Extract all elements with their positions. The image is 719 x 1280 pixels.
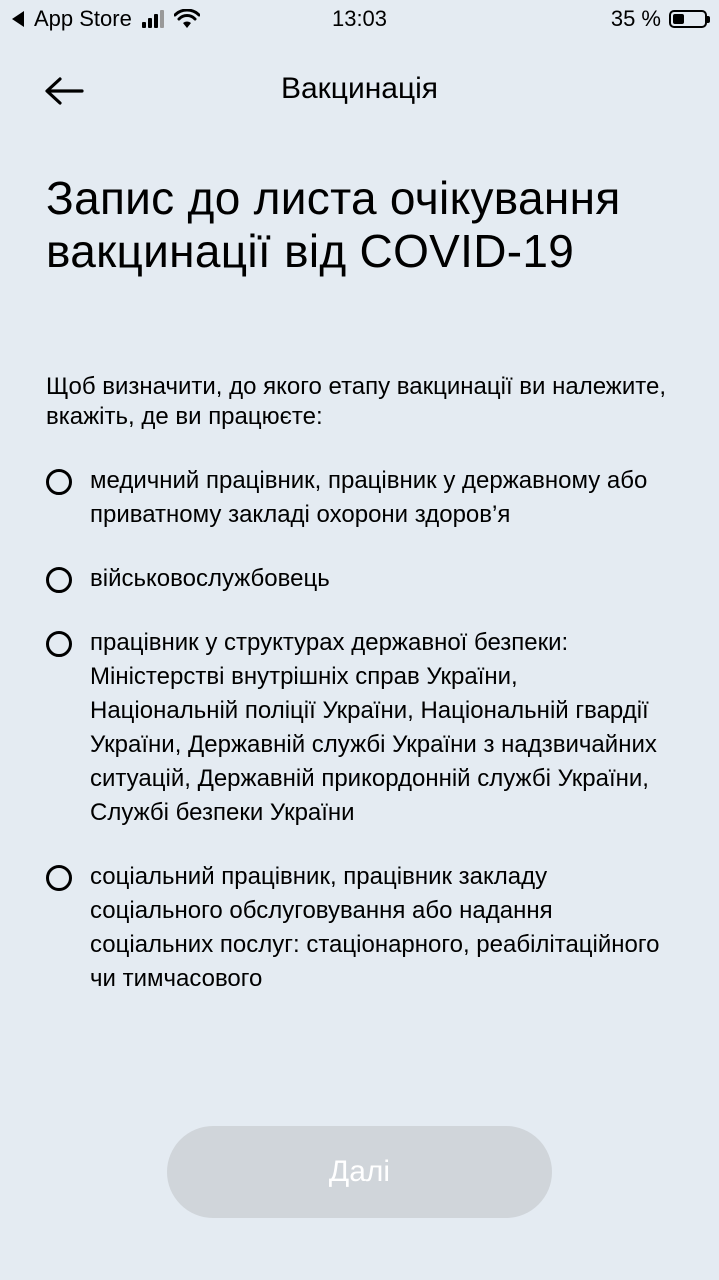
radio-circle-icon[interactable] <box>46 469 72 495</box>
intro-text: Щоб визначити, до якого етапу вакцинації ви належите, вкажіть, де ви працюєте: <box>46 373 667 430</box>
option-medical-worker[interactable] <box>46 464 686 532</box>
option-military[interactable] <box>46 562 686 596</box>
back-app-label: App Store <box>34 6 132 31</box>
radio-circle-icon[interactable] <box>46 567 72 593</box>
battery-fill <box>673 14 684 24</box>
option-state-security[interactable] <box>46 626 686 830</box>
option-label: медичний працівник, працівник у державному або приватному закладі охорони здоров’я <box>90 467 648 528</box>
battery-percent: 35 % <box>610 6 661 31</box>
option-label: працівник у структурах державної безпеки: Міністерстві внутрішніх справ України, Національній поліції України, Національній гвардії України, Державній службі України з надзвичайних ситуацій, Державній прикордонній службі України, Службі безпеки України <box>90 629 657 826</box>
status-time: 13:03 <box>331 6 388 31</box>
battery-status <box>611 6 707 32</box>
nav-header <box>0 60 719 120</box>
workplace-options <box>46 464 686 1064</box>
status-bar <box>0 0 719 40</box>
header-title: Вакцинація <box>280 72 439 105</box>
option-label: соціальний працівник, працівник закладу соціального обслуговування або надання соціальних послуг: стаціонарного, реабілітаційного чи тимчасового <box>90 863 660 992</box>
page-title: Запис до листа очікування вакцинації від COVID-19 <box>46 172 621 277</box>
radio-circle-icon[interactable] <box>46 631 72 657</box>
option-label: військовослужбовець <box>90 565 330 592</box>
radio-circle-icon[interactable] <box>46 865 72 891</box>
option-social-worker[interactable] <box>46 860 686 996</box>
next-button[interactable]: Далі <box>167 1126 552 1218</box>
battery-icon <box>669 10 707 28</box>
